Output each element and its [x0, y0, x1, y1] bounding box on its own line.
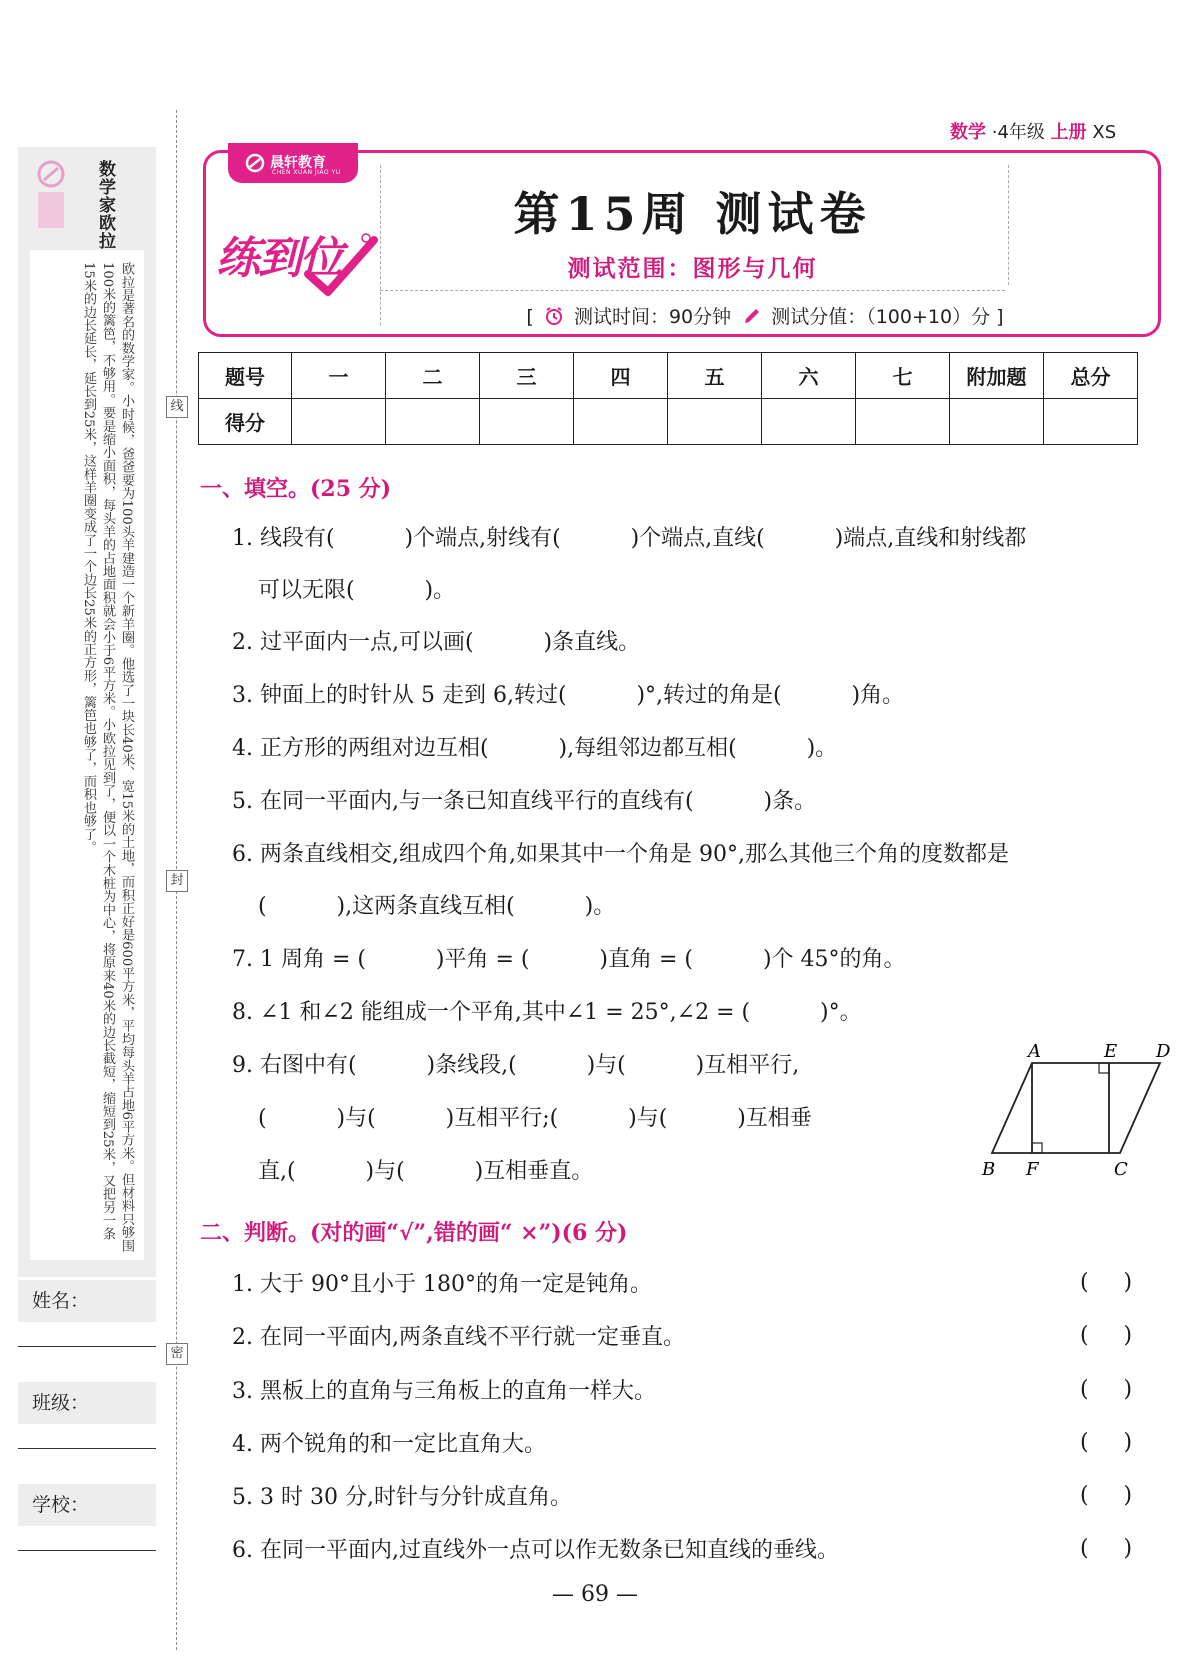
figure-label: E: [1104, 1041, 1118, 1062]
judge-item: 2. 在同一平面内,两条直线不平行就一定垂直。: [232, 1325, 685, 1350]
question-line: 6. 两条直线相交,组成四个角,如果其中一个角是 90°,那么其他三个角的度数都是: [232, 842, 1009, 867]
meta-bracket-open: [: [526, 306, 534, 328]
page-title: 第15周 测试卷: [513, 187, 872, 241]
table-cell: 附加题: [950, 353, 1044, 399]
name-label: 姓名：: [18, 1280, 156, 1322]
test-meta: [380, 302, 1150, 329]
question-line: 3. 钟面上的时针从 5 走到 6,转过( )°,转过的角是( )角。: [232, 683, 905, 708]
story-text: 欧拉是著名的数学家。小时候，爸爸要为100头羊建造一个新羊圈。他选了一块长40米、宽15米的土地，而积正好是600平方米，平均每头羊占地6平方米。但材料只够围100米的篱笆，不够用。要是缩小面积，每头羊的占地面积就会小于6平方米。小欧拉见到了，便以一个木桩为中心，将原来40米的边长截短，缩短到25米，又把另一条15米的边长延长，延长到25米，这样羊圈变成了一个边长25米的正方形，篱笆也够了，而积也够了。: [81, 262, 134, 1252]
table-cell: 七: [856, 353, 950, 399]
subject-tag: [950, 118, 1116, 144]
score-cell[interactable]: [292, 399, 386, 445]
subject-grade: ·4年级: [991, 122, 1045, 143]
table-cell: 三: [480, 353, 574, 399]
answer-paren[interactable]: ( ): [1080, 1430, 1133, 1455]
score-cell[interactable]: [480, 399, 574, 445]
score-cell[interactable]: [1044, 399, 1138, 445]
subject-name: 数学: [950, 122, 986, 143]
question-line: 9. 右图中有( )条线段,( )与( )互相平行,: [232, 1053, 800, 1078]
judge-item: 5. 3 时 30 分,时针与分针成直角。: [232, 1485, 572, 1510]
publisher-pinyin: CHEN XUAN JIAO YU: [272, 169, 341, 176]
publisher-logo-icon: [30, 156, 72, 232]
subject-term: 上册: [1050, 122, 1087, 143]
score-table: [198, 352, 1138, 445]
school-field[interactable]: [18, 1550, 156, 1551]
section-heading-fill-blank: 一、填空。(25 分): [200, 476, 392, 502]
class-field[interactable]: [18, 1448, 156, 1449]
judge-item: 3. 黑板上的直角与三角板上的直角一样大。: [232, 1379, 656, 1404]
test-time: 测试时间：90分钟: [573, 306, 732, 328]
question-line: 1. 线段有( )个端点,射线有( )个端点,直线( )端点,直线和射线都: [232, 526, 1027, 551]
figure-label: F: [1026, 1159, 1039, 1180]
answer-paren[interactable]: ( ): [1080, 1536, 1133, 1561]
figure-label: A: [1028, 1041, 1041, 1062]
table-cell: 五: [668, 353, 762, 399]
question-line: ( )与( )互相平行;( )与( )互相垂: [258, 1106, 812, 1131]
question-line: 直,( )与( )互相垂直。: [258, 1159, 594, 1184]
page-number: — 69 —: [552, 1582, 638, 1607]
score-table-header-row: [199, 353, 1138, 399]
table-cell: 二: [386, 353, 480, 399]
header-divider: [1008, 165, 1009, 285]
question-line: 4. 正方形的两组对边互相( ),每组邻边都互相( )。: [232, 736, 838, 761]
judge-item: 6. 在同一平面内,过直线外一点可以作无数条已知直线的垂线。: [232, 1538, 839, 1563]
table-cell: 总分: [1044, 353, 1138, 399]
sidebar-title: 数学家欧拉: [95, 160, 115, 250]
figure-label: B: [982, 1159, 996, 1180]
answer-paren[interactable]: ( ): [1080, 1377, 1133, 1402]
score-cell[interactable]: [386, 399, 480, 445]
table-cell: 得分: [199, 399, 292, 445]
question-line: 可以无限( )。: [258, 578, 456, 603]
question-line: 5. 在同一平面内,与一条已知直线平行的直线有( )条。: [232, 789, 817, 814]
answer-paren[interactable]: ( ): [1080, 1323, 1133, 1348]
score-cell[interactable]: [762, 399, 856, 445]
cut-mark-seal: 封: [166, 870, 188, 892]
publisher-logo-icon: [244, 152, 266, 174]
table-cell: 题号: [199, 353, 292, 399]
brand-logo: 练到位: [216, 233, 342, 284]
alarm-clock-icon: [544, 306, 564, 326]
answer-paren[interactable]: ( ): [1080, 1483, 1133, 1508]
test-score: 测试分值：（100+10）分: [771, 306, 991, 328]
school-label: 学校：: [18, 1484, 156, 1526]
question-line: ( ),这两条直线互相( )。: [258, 894, 616, 919]
judge-item: 1. 大于 90°且小于 180°的角一定是钝角。: [232, 1272, 652, 1297]
section-heading-judge: 二、判断。(对的画“√”,错的画“ ×”)(6 分): [200, 1220, 628, 1246]
cut-mark-secret: 密: [166, 1343, 188, 1365]
score-cell[interactable]: [574, 399, 668, 445]
class-label: 班级：: [18, 1382, 156, 1424]
figure-label: C: [1114, 1159, 1128, 1180]
test-range: 测试范围：图形与几何: [567, 255, 818, 282]
table-cell: 六: [762, 353, 856, 399]
judge-item: 4. 两个锐角的和一定比直角大。: [232, 1432, 546, 1457]
question-line: 7. 1 周角 = ( )平角 = ( )直角 = ( )个 45°的角。: [232, 947, 906, 972]
pencil-icon: [741, 306, 761, 326]
checkmark-icon: [300, 230, 380, 300]
table-cell: 四: [574, 353, 668, 399]
cut-mark-line: 线: [166, 396, 188, 418]
subject-code: XS: [1092, 122, 1117, 143]
publisher-name: 晨轩教育: [270, 155, 326, 171]
score-cell[interactable]: [856, 399, 950, 445]
name-field[interactable]: [18, 1346, 156, 1347]
meta-bracket-close: ]: [996, 306, 1004, 328]
parallelogram-figure: [976, 1035, 1176, 1185]
score-cell[interactable]: [950, 399, 1044, 445]
question-line: 2. 过平面内一点,可以画( )条直线。: [232, 630, 641, 655]
table-cell: 一: [292, 353, 386, 399]
answer-paren[interactable]: ( ): [1080, 1270, 1133, 1295]
figure-label: D: [1156, 1041, 1171, 1062]
header-divider: [380, 290, 1005, 291]
score-table-score-row: [199, 399, 1138, 445]
score-cell[interactable]: [668, 399, 762, 445]
question-line: 8. ∠1 和∠2 能组成一个平角,其中∠1 = 25°,∠2 = ( )°。: [232, 1000, 862, 1025]
